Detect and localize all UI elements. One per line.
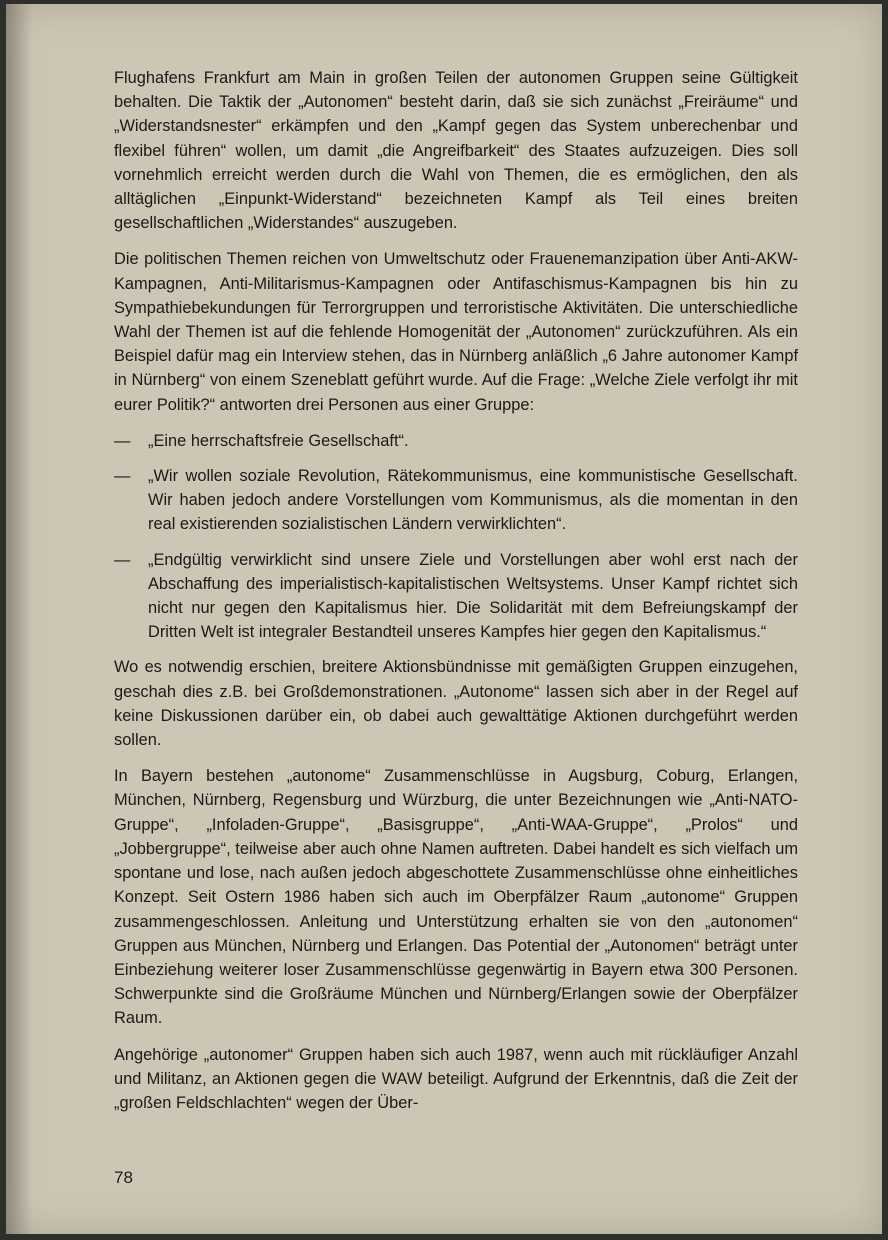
page-body — [114, 66, 798, 1127]
paragraph-3: Wo es notwendig erschien, breitere Aktionsbündnisse mit gemäßigten Gruppen einzugehen, geschah dies z.B. bei Großdemonstrationen. „Autonome“ lassen sich aber in der Regel auf keine Diskussionen darüber ein, ob dabei auch gewalttätige Aktionen durchgeführt werden sollen. — [114, 658, 798, 750]
quote-item-3 — [114, 548, 798, 645]
page-number: 78 — [114, 1168, 133, 1187]
paragraph-4: In Bayern bestehen „autonome“ Zusammenschlüsse in Augsburg, Coburg, Erlangen, München, Nürnberg, Regensburg und Würzburg, die unter Bezeichnungen wie „Anti-NATO-Gruppe“, „Infoladen-Gruppe“, „Basisgruppe“, „Anti-WAA-Gruppe“, „Prolos“ und „Jobbergruppe“, teilweise aber auch ohne Namen auftreten. Dabei handelt es sich vielfach um spontane und lose, nach außen jedoch abgeschottete Zusammenschlüsse ohne einheitliches Konzept. Seit Ostern 1986 haben sich auch im Oberpfälzer Raum „autonome“ Gruppen zusammengeschlossen. Anleitung und Unterstützung erhalten sie von den „autonomen“ Gruppen aus München, Nürnberg und Erlangen. Das Potential der „Autonomen“ beträgt unter Einbeziehung weiterer loser Zusammenschlüsse gegenwärtig in Bayern etwa 300 Personen. Schwerpunkte sind die Großräume München und Nürnberg/Erlangen sowie der Oberpfälzer Raum. — [114, 767, 798, 1028]
quote-item-1 — [114, 429, 798, 453]
paragraph-2: Die politischen Themen reichen von Umweltschutz oder Frauenemanzipation über Anti-AKW-Kampagnen, Anti-Militarismus-Kampagnen oder Antifaschismus-Kampagnen bis hin zu Sympathiebekundungen für Terrorgruppen und terroristische Aktivitäten. Die unterschiedliche Wahl der Themen ist auf die fehlende Homogenität der „Autonomen“ zurückzuführen. Als ein Beispiel dafür mag ein Interview stehen, das in Nürnberg anläßlich „6 Jahre autonomer Kampf in Nürnberg“ von einem Szeneblatt geführt wurde. Auf die Frage: „Welche Ziele verfolgt ihr mit eurer Politik?“ antworten drei Personen aus einer Gruppe: — [114, 250, 798, 414]
paragraph-5: Angehörige „autonomer“ Gruppen haben sich auch 1987, wenn auch mit rückläufiger Anzahl und Militanz, an Aktionen gegen die WAW beteiligt. Aufgrund der Erkenntnis, daß die Zeit der „großen Feldschlachten“ wegen der Über- — [114, 1045, 798, 1112]
quote-text-3: „Endgültig verwirklicht sind unsere Ziele und Vorstellungen aber wohl erst nach der Abschaffung des imperialistisch-kapitalistischen Weltsystems. Unser Kampf richtet sich nicht nur gegen den Kapitalismus hier. Die Solidarität mit dem Befreiungskampf der Dritten Welt ist integraler Bestandteil unseres Kampfes hier gegen den Kapitalismus.“ — [148, 550, 798, 642]
quote-text-1: „Eine herrschaftsfreie Gesellschaft“. — [148, 431, 409, 450]
dash-marker: — — [114, 467, 131, 486]
dash-marker: — — [114, 431, 131, 450]
quote-item-2 — [114, 464, 798, 537]
paragraph-1: Flughafens Frankfurt am Main in großen Teilen der autonomen Gruppen seine Gültigkeit behalten. Die Taktik der „Autonomen“ besteht darin, daß sie sich zunächst „Freiräume“ und „Widerstandsnester“ erkämpfen und den „Kampf gegen das System unberechenbar und flexibel führen“ wollen, um damit „die Angreifbarkeit“ des Staates aufzuzeigen. Dies soll vornehmlich erreicht werden durch die Wahl von Themen, die es ermöglichen, den als alltäglichen „Einpunkt-Widerstand“ bezeichneten Kampf als Teil eines breiten gesellschaftlichen „Widerstandes“ auszugeben. — [114, 69, 798, 233]
dash-marker: — — [114, 550, 131, 569]
binding-shadow — [6, 4, 32, 1234]
quote-text-2: „Wir wollen soziale Revolution, Rätekommunismus, eine kommunistische Gesellschaft. Wir haben jedoch andere Vorstellungen vom Kommunismus, als die momentan in den real existierenden sozialistischen Ländern verwirklichten“. — [148, 467, 798, 534]
